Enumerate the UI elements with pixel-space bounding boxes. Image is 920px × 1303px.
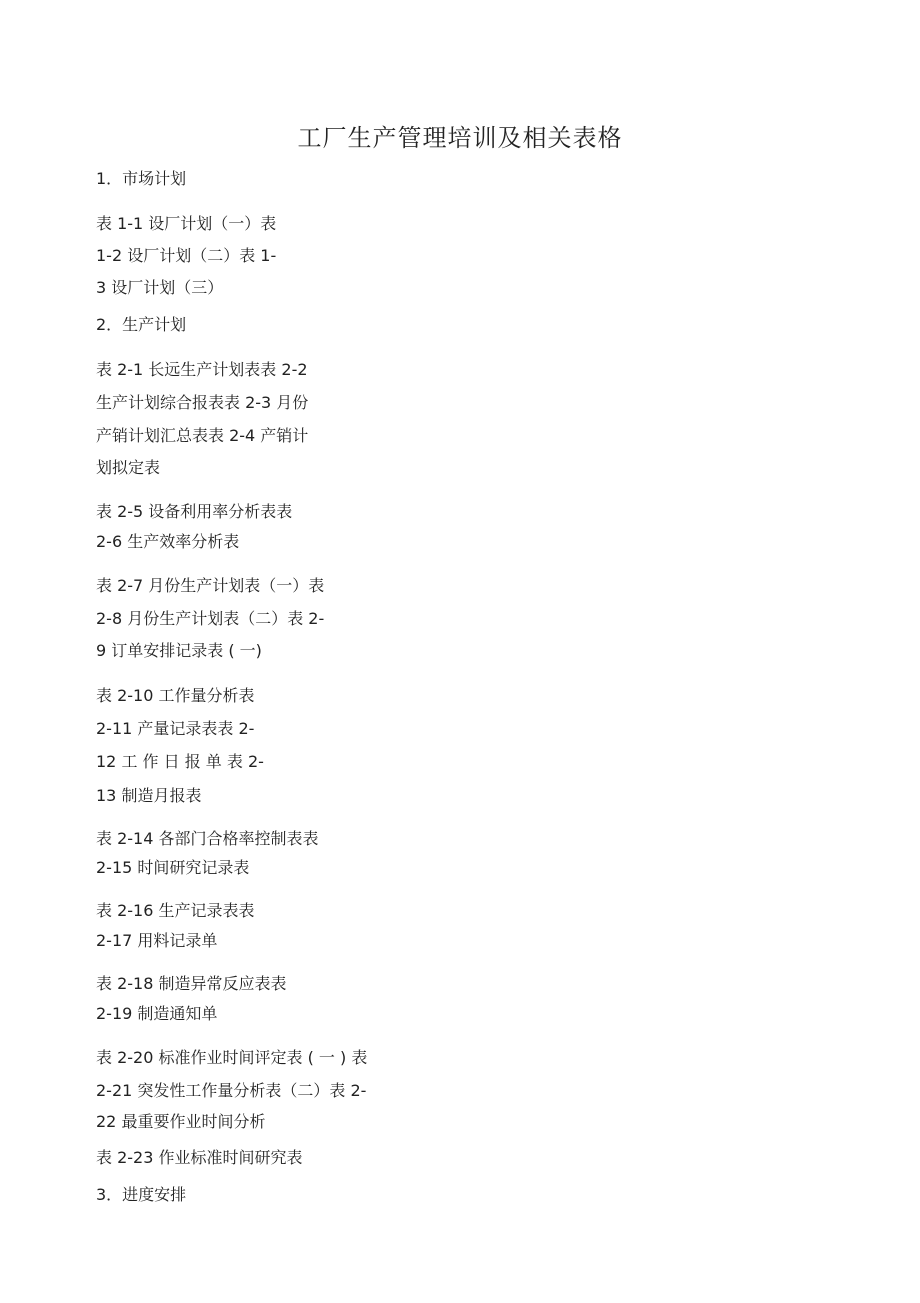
text-line: 9 订单安排记录表 ( 一) (96, 641, 262, 660)
text-line: 3 设厂计划（三） (96, 278, 224, 297)
text-line: 表 2-1 长远生产计划表表 2-2 (96, 360, 308, 379)
document-title: 工厂生产管理培训及相关表格 (297, 124, 623, 152)
text-line: 表 2-14 各部门合格率控制表表 (96, 829, 319, 848)
text-line: 生产计划综合报表表 2-3 月份 (96, 393, 309, 412)
section-heading-market-plan: 1．市场计划 (96, 169, 187, 188)
section-heading-production-plan: 2．生产计划 (96, 315, 187, 334)
text-line: 表 2-16 生产记录表表 (96, 901, 255, 920)
text-line: 表 2-10 工作量分析表 (96, 686, 255, 705)
text-line: 22 最重要作业时间分析 (96, 1112, 266, 1131)
text-line: 13 制造月报表 (96, 786, 202, 805)
text-line: 2-15 时间研究记录表 (96, 858, 250, 877)
text-line: 产销计划汇总表表 2-4 产销计 (96, 426, 309, 445)
text-line: 2-6 生产效率分析表 (96, 532, 240, 551)
text-line: 表 1-1 设厂计划（一）表 (96, 214, 277, 233)
text-line: 2-19 制造通知单 (96, 1004, 218, 1023)
section-heading-schedule: 3．进度安排 (96, 1185, 187, 1204)
text-line: 12 工 作 日 报 单 表 2- (96, 752, 264, 771)
text-line: 2-8 月份生产计划表（二）表 2- (96, 609, 325, 628)
text-line: 表 2-23 作业标准时间研究表 (96, 1148, 303, 1167)
text-line: 2-21 突发性工作量分析表（二）表 2- (96, 1081, 367, 1100)
text-line: 2-11 产量记录表表 2- (96, 719, 255, 738)
text-line: 表 2-7 月份生产计划表（一）表 (96, 576, 325, 595)
text-line: 表 2-20 标准作业时间评定表 ( 一 ) 表 (96, 1048, 368, 1067)
text-line: 2-17 用料记录单 (96, 931, 218, 950)
text-line: 表 2-5 设备利用率分析表表 (96, 502, 293, 521)
text-line: 表 2-18 制造异常反应表表 (96, 974, 287, 993)
text-line: 划拟定表 (96, 458, 161, 477)
text-line: 1-2 设厂计划（二）表 1- (96, 246, 277, 265)
